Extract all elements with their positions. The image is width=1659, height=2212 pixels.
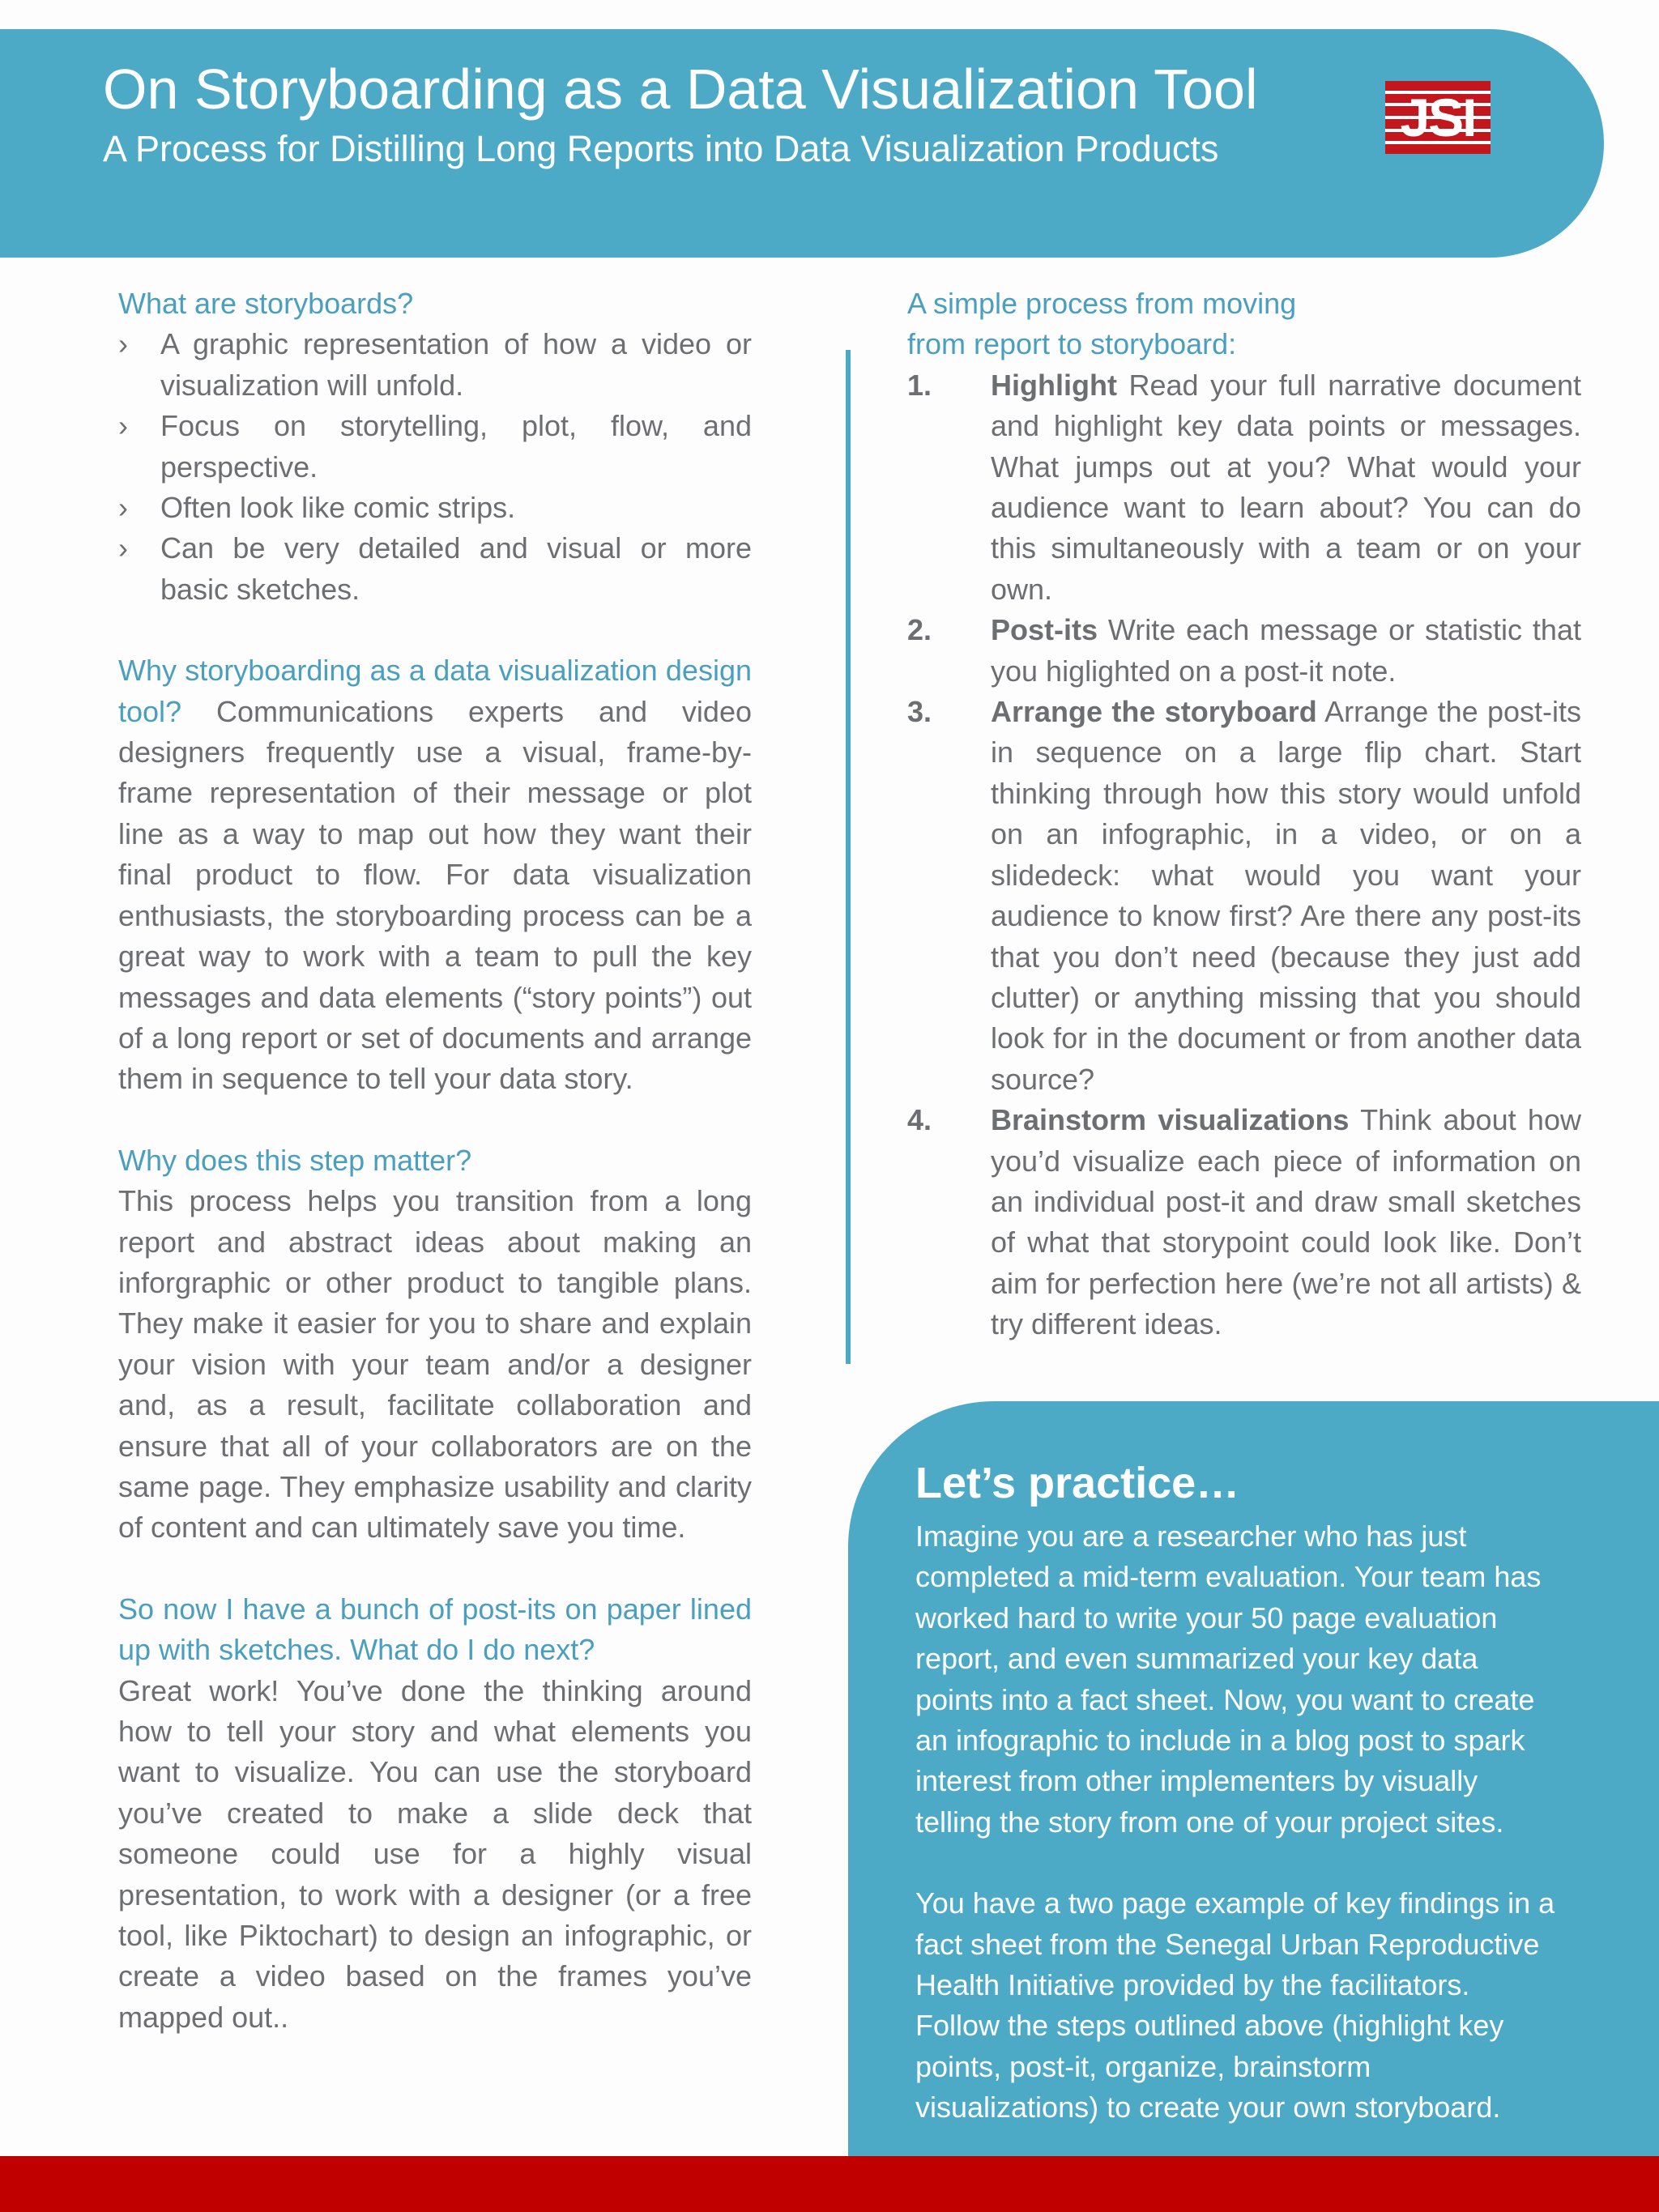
process-step [907, 692, 1581, 1100]
bullet-text: A graphic representation of how a video or visualization will unfold. [160, 327, 752, 402]
step-number: 1. [907, 368, 932, 402]
practice-line: points, post-it, organize, brainstorm [915, 2049, 1371, 2083]
practice-line: an infographic to include in a blog post to spark [915, 1724, 1525, 1758]
practice-line: points into a fact sheet. Now, you want to create [915, 1682, 1535, 1716]
practice-body [915, 1516, 1604, 2129]
step-text: Arrange the post-its in sequence on a large flip chart. Start thinking through how this story would unfold on an infographic, in a video, or on a slidedeck: what would you want your audience to know first? Are there any post-its that you don’t need (because they just add clutter) or anything missing that you should look for in the document or from another data source? [991, 695, 1582, 1096]
practice-title: Let’s practice… [915, 1459, 1240, 1507]
column-divider [846, 350, 851, 1364]
section-heading-why-storyboarding: Why storyboarding as a data visualization design tool? [118, 654, 752, 728]
practice-line: report, and even summarized your key data [915, 1642, 1478, 1676]
list-item [118, 528, 752, 610]
chevron-right-icon: › [118, 327, 128, 361]
practice-line: worked hard to write your 50 page evaluation [915, 1600, 1498, 1634]
process-heading-line: from report to storyboard: [907, 327, 1237, 361]
bullet-text: Focus on storytelling, plot, flow, and perspective. [160, 409, 752, 484]
chevron-right-icon: › [118, 491, 128, 525]
section-heading-what-next: So now I have a bunch of post-its on paper lined up with sketches. What do I do next? [118, 1592, 752, 1667]
practice-line: Imagine you are a researcher who has just [915, 1519, 1467, 1553]
step-title: Highlight [991, 368, 1117, 402]
process-step [907, 610, 1581, 692]
practice-line: You have a two page example of key findings in a [915, 1886, 1555, 1920]
step-title: Brainstorm visualizations [991, 1103, 1350, 1137]
practice-line: interest from other implementers by visually [915, 1764, 1478, 1798]
why-storyboarding-paragraph [118, 650, 752, 1099]
storyboard-bullet-list [118, 324, 752, 610]
section-heading-why-matter: Why does this step matter? [118, 1143, 472, 1177]
page-title: On Storyboarding as a Data Visualization Tool [103, 58, 1258, 121]
bullet-text: Can be very detailed and visual or more basic sketches. [160, 531, 752, 606]
process-step-list [907, 365, 1581, 1345]
logo-text: JSI [1400, 87, 1476, 147]
step-number: 3. [907, 695, 932, 729]
process-heading-line: A simple process from moving [907, 287, 1297, 320]
practice-line: Follow the steps outlined above (highlight key [915, 2009, 1504, 2043]
step-number: 2. [907, 613, 932, 647]
footer-bar [0, 2156, 1659, 2212]
process-step [907, 1100, 1581, 1345]
practice-line: telling the story from one of your project sites. [915, 1805, 1504, 1839]
bullet-text: Often look like comic strips. [160, 491, 516, 525]
page-subtitle: A Process for Distilling Long Reports into Data Visualization Products [103, 128, 1219, 169]
process-step [907, 365, 1581, 610]
list-item [118, 488, 752, 528]
section-heading-storyboards: What are storyboards? [118, 287, 414, 320]
step-text: Read your full narrative document and highlight key data points or messages. What jumps out at you? What would your audience want to learn about? You can do this simultaneously with a team or on your own. [991, 368, 1581, 606]
list-item [118, 324, 752, 406]
chevron-right-icon: › [118, 531, 128, 565]
practice-line: fact sheet from the Senegal Urban Reproductive [915, 1927, 1540, 1961]
step-text: Write each message or statistic that you higlighted on a post-it note. [991, 613, 1581, 688]
why-storyboarding-text: Communications experts and video designers frequently use a visual, frame-by-frame representation of their message or plot line as a way to map out how they want their final product to flow. For data visualization enthusiasts, the storyboarding process can be a great way to work with a team to pull the key messages and data elements (“story points”) out of a long report or set of documents and arrange them in sequence to tell your data story. [118, 694, 752, 1096]
practice-line: completed a mid-term evaluation. Your team has [915, 1560, 1542, 1594]
practice-line: Health Initiative provided by the facilitators. [915, 1968, 1470, 2002]
list-item [118, 406, 752, 488]
why-matter-text: This process helps you transition from a long report and abstract ideas about making an inforgraphic or other product to tangible plans. They make it easier for you to share and explain your vision with your team and/or a designer and, as a result, facilitate collaboration and ensure that all of your collaborators are on the same page. They emphasize usability and clarity of content and can ultimately save you time. [118, 1184, 752, 1545]
process-heading [907, 283, 1581, 365]
left-column [118, 283, 752, 2038]
practice-line: visualizations) to create your own storyboard. [915, 2091, 1501, 2125]
step-title: Post-its [991, 613, 1098, 647]
jsi-logo [1385, 81, 1491, 154]
step-title: Arrange the storyboard [991, 695, 1317, 729]
chevron-right-icon: › [118, 409, 128, 443]
right-column [907, 283, 1581, 1345]
what-next-text: Great work! You’ve done the thinking around how to tell your story and what elements you want to visualize. You can use the storyboard you’ve created to make a slide deck that someone could use for a highly visual presentation, to work with a designer (or a free tool, like Piktochart) to design an infographic, or create a video based on the frames you’ve mapped out.. [118, 1673, 752, 2034]
step-number: 4. [907, 1103, 932, 1137]
step-text: Think about how you’d visualize each piece of information on an individual post-it and draw small sketches of what that storypoint could look like. Don’t aim for perfection here (we’re not all artists) & try different ideas. [991, 1103, 1581, 1341]
